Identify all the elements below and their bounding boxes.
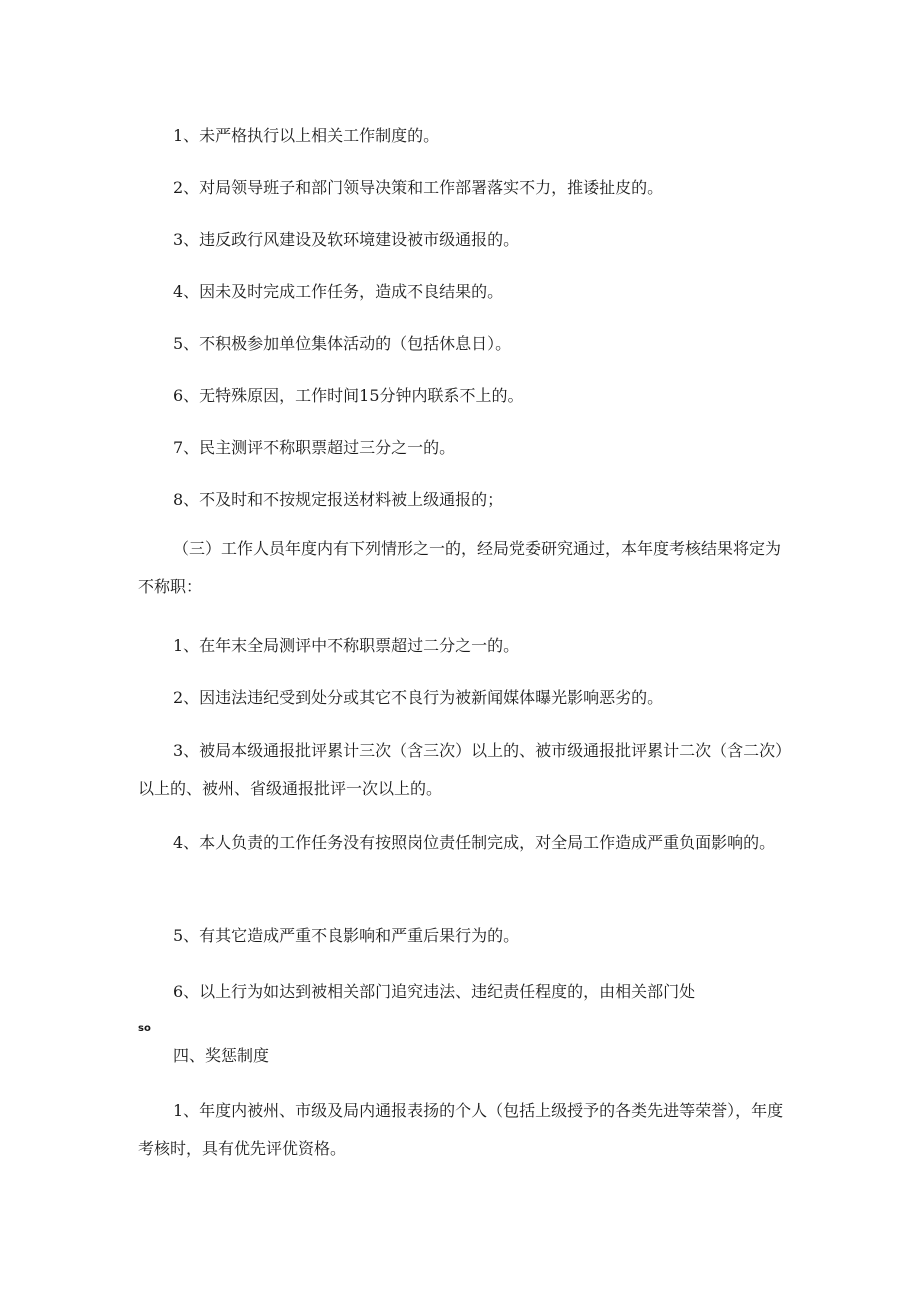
list-item: 1、未严格执行以上相关工作制度的。 — [173, 126, 440, 145]
list-item: 8、不及时和不按规定报送材料被上级通报的； — [173, 490, 504, 509]
stray-mark: so — [138, 1023, 151, 1034]
list-item: 3、被局本级通报批评累计三次（含三次）以上的、被市级通报批评累计二次（含二次）以上的、被州、省级通报批评一次以上的。 — [138, 741, 784, 798]
list-item: 1、在年末全局测评中不称职票超过二分之一的。 — [173, 636, 520, 655]
list-item: 5、不积极参加单位集体活动的（包括休息日）。 — [173, 334, 512, 353]
list-item: 3、违反政行风建设及软环境建设被市级通报的。 — [173, 230, 520, 249]
list-item: 5、有其它造成严重不良影响和严重后果行为的。 — [173, 926, 520, 945]
list-item: 4、本人负责的工作任务没有按照岗位责任制完成，对全局工作造成严重负面影响的。 — [173, 833, 776, 852]
section-four-item: 1、年度内被州、市级及局内通报表扬的个人（包括上级授予的各类先进等荣誉），年度考核时，具有优先评优资格。 — [138, 1101, 784, 1158]
list-item: 6、以上行为如达到被相关部门追究违法、违纪责任程度的，由相关部门处 — [173, 982, 696, 1001]
list-item: 4、因未及时完成工作任务，造成不良结果的。 — [173, 282, 504, 301]
list-item: 2、因违法违纪受到处分或其它不良行为被新闻媒体曝光影响恶劣的。 — [173, 688, 664, 707]
list-item: 6、无特殊原因，工作时间15分钟内联系不上的。 — [173, 386, 524, 405]
list-item: 7、民主测评不称职票超过三分之一的。 — [173, 438, 456, 457]
list-item: 2、对局领导班子和部门领导决策和工作部署落实不力，推诿扯皮的。 — [173, 178, 664, 197]
section-four-title: 四、奖惩制度 — [173, 1046, 270, 1065]
section-three-paragraph: （三）工作人员年度内有下列情形之一的，经局党委研究通过，本年度考核结果将定为不称职： — [138, 539, 782, 596]
